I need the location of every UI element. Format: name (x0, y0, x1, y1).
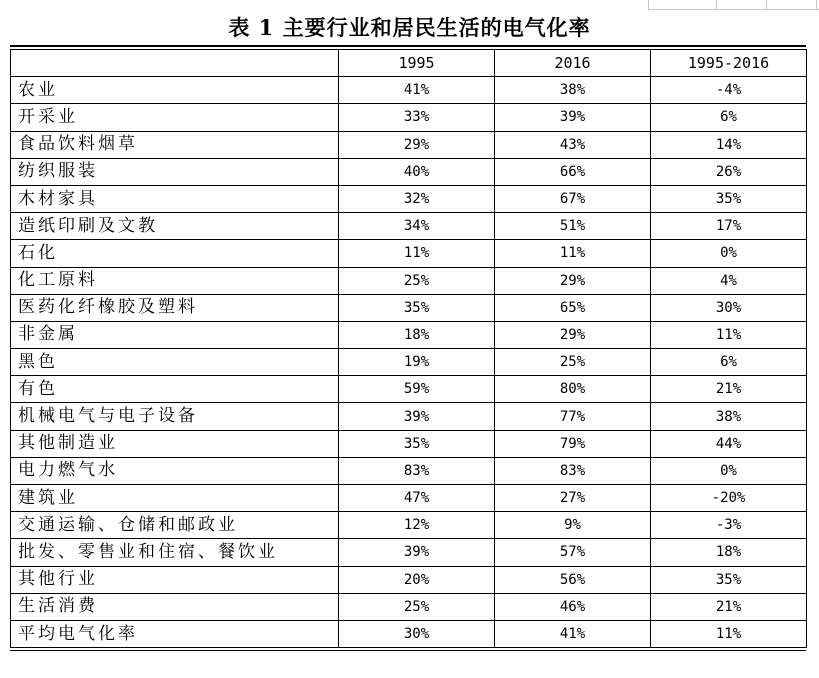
table-row (11, 485, 807, 512)
row-label: 黑色 (11, 349, 339, 376)
data-table-container (10, 45, 806, 651)
value-2016: 9% (495, 512, 651, 539)
value-change: 35% (651, 185, 807, 212)
table-row (11, 213, 807, 240)
value-change: 6% (651, 104, 807, 131)
table-row (11, 403, 807, 430)
value-change: 6% (651, 349, 807, 376)
value-change: 14% (651, 131, 807, 158)
table-row (11, 240, 807, 267)
header-cell-change: 1995-2016 (651, 50, 807, 77)
row-label: 农业 (11, 77, 339, 104)
table-row (11, 267, 807, 294)
table-row (11, 77, 807, 104)
row-label: 有色 (11, 376, 339, 403)
table-row (11, 593, 807, 620)
value-2016: 38% (495, 77, 651, 104)
row-label: 开采业 (11, 104, 339, 131)
row-label: 化工原料 (11, 267, 339, 294)
spreadsheet-grid-fragment (648, 0, 819, 10)
value-1995: 39% (339, 539, 495, 566)
value-2016: 25% (495, 349, 651, 376)
row-label: 其他制造业 (11, 430, 339, 457)
header-cell-1995: 1995 (339, 50, 495, 77)
table-row (11, 457, 807, 484)
value-2016: 83% (495, 457, 651, 484)
value-1995: 25% (339, 593, 495, 620)
table-row (11, 430, 807, 457)
table-row (11, 158, 807, 185)
value-1995: 19% (339, 349, 495, 376)
bottom-rule (10, 650, 806, 651)
header-cell-label (11, 50, 339, 77)
value-1995: 32% (339, 185, 495, 212)
value-2016: 29% (495, 267, 651, 294)
value-2016: 43% (495, 131, 651, 158)
value-change: 38% (651, 403, 807, 430)
row-label: 电力燃气水 (11, 457, 339, 484)
value-change: 35% (651, 566, 807, 593)
row-label: 生活消费 (11, 593, 339, 620)
value-change: 0% (651, 240, 807, 267)
header-cell-2016: 2016 (495, 50, 651, 77)
table-caption: 表 1 主要行业和居民生活的电气化率 (228, 15, 591, 40)
value-change: 30% (651, 294, 807, 321)
value-change: 21% (651, 593, 807, 620)
value-1995: 30% (339, 620, 495, 647)
electrification-table (10, 49, 807, 648)
value-1995: 83% (339, 457, 495, 484)
row-label: 其他行业 (11, 566, 339, 593)
value-2016: 39% (495, 104, 651, 131)
value-2016: 56% (495, 566, 651, 593)
row-label: 木材家具 (11, 185, 339, 212)
value-1995: 39% (339, 403, 495, 430)
value-change: 4% (651, 267, 807, 294)
row-label: 医药化纤橡胶及塑料 (11, 294, 339, 321)
value-2016: 11% (495, 240, 651, 267)
row-label: 食品饮料烟草 (11, 131, 339, 158)
value-change: 17% (651, 213, 807, 240)
value-2016: 66% (495, 158, 651, 185)
value-2016: 41% (495, 620, 651, 647)
value-1995: 40% (339, 158, 495, 185)
value-2016: 46% (495, 593, 651, 620)
value-change: 11% (651, 620, 807, 647)
value-change: 18% (651, 539, 807, 566)
table-row (11, 104, 807, 131)
value-2016: 65% (495, 294, 651, 321)
table-row (11, 294, 807, 321)
value-change: -20% (651, 485, 807, 512)
table-header-row (11, 50, 807, 77)
table-body (11, 50, 807, 648)
table-row (11, 185, 807, 212)
top-rule (10, 45, 806, 47)
value-change: -4% (651, 77, 807, 104)
value-change: 44% (651, 430, 807, 457)
row-label: 非金属 (11, 321, 339, 348)
value-1995: 59% (339, 376, 495, 403)
row-label: 交通运输、仓储和邮政业 (11, 512, 339, 539)
value-2016: 51% (495, 213, 651, 240)
value-2016: 27% (495, 485, 651, 512)
value-1995: 25% (339, 267, 495, 294)
value-1995: 34% (339, 213, 495, 240)
value-2016: 80% (495, 376, 651, 403)
table-row (11, 349, 807, 376)
table-row (11, 376, 807, 403)
value-1995: 29% (339, 131, 495, 158)
value-1995: 41% (339, 77, 495, 104)
row-label: 批发、零售业和住宿、餐饮业 (11, 539, 339, 566)
table-row (11, 321, 807, 348)
value-1995: 18% (339, 321, 495, 348)
table-row (11, 566, 807, 593)
value-1995: 33% (339, 104, 495, 131)
value-1995: 35% (339, 430, 495, 457)
row-label: 石化 (11, 240, 339, 267)
value-2016: 57% (495, 539, 651, 566)
value-1995: 11% (339, 240, 495, 267)
row-label: 机械电气与电子设备 (11, 403, 339, 430)
value-2016: 29% (495, 321, 651, 348)
value-1995: 20% (339, 566, 495, 593)
value-change: -3% (651, 512, 807, 539)
table-row (11, 539, 807, 566)
value-2016: 79% (495, 430, 651, 457)
table-row (11, 620, 807, 647)
value-1995: 47% (339, 485, 495, 512)
table-row (11, 131, 807, 158)
value-1995: 35% (339, 294, 495, 321)
value-1995: 12% (339, 512, 495, 539)
value-change: 21% (651, 376, 807, 403)
row-label: 纺织服装 (11, 158, 339, 185)
value-2016: 77% (495, 403, 651, 430)
row-label: 造纸印刷及文教 (11, 213, 339, 240)
value-change: 11% (651, 321, 807, 348)
row-label: 建筑业 (11, 485, 339, 512)
row-label: 平均电气化率 (11, 620, 339, 647)
value-change: 0% (651, 457, 807, 484)
table-row (11, 512, 807, 539)
value-2016: 67% (495, 185, 651, 212)
value-change: 26% (651, 158, 807, 185)
